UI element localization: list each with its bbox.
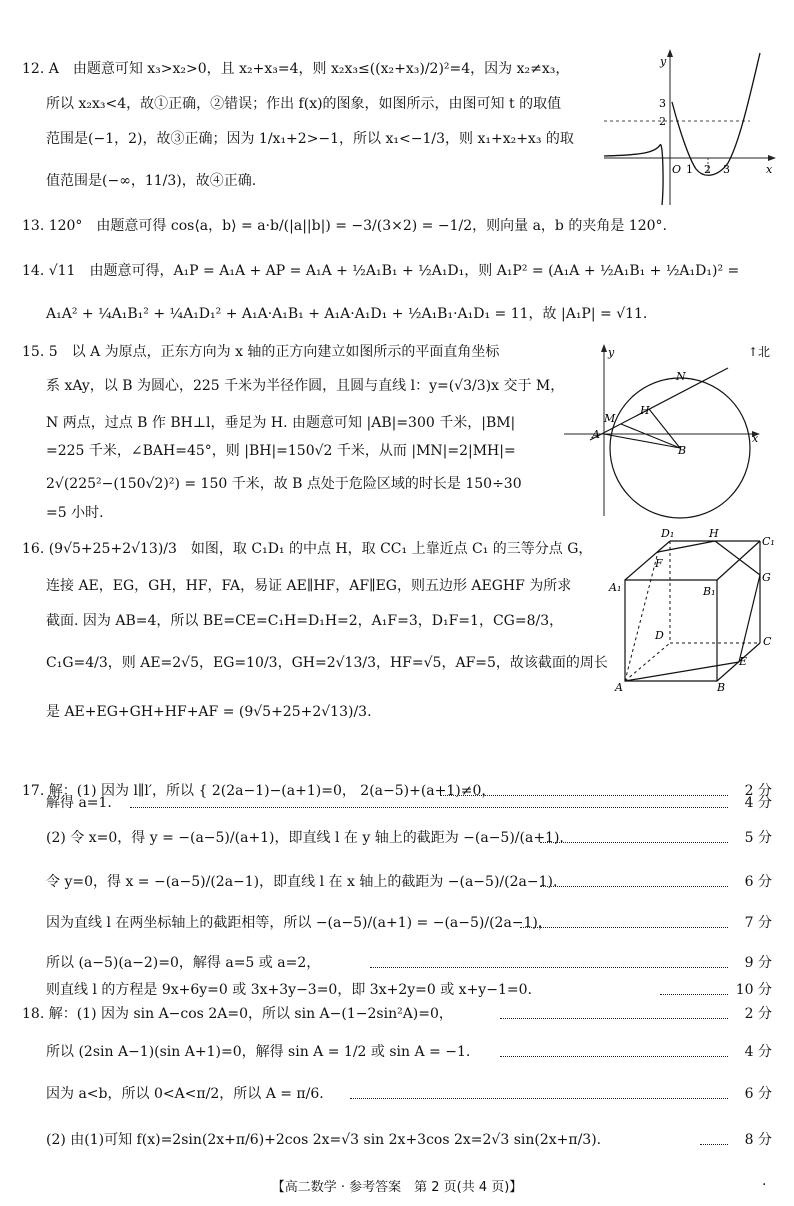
graph-tick-3: 3 — [659, 97, 666, 110]
p16-line2: 连接 AE，EG，GH，HF，FA，易证 AE∥HF，AF∥EG，则五边形 AEGHF 为所求 — [46, 578, 572, 594]
p16-line5: 是 AE+EG+GH+HF+AF = (9√5+25+2√13)/3. — [46, 704, 372, 720]
cube-C1: C₁ — [762, 535, 775, 548]
p17-score3: 5 分 — [744, 830, 772, 846]
diag15-B: B — [678, 444, 687, 457]
p17-score5: 7 分 — [744, 915, 772, 931]
p12-line1: 12. A 由题意可知 x₃>x₂>0，且 x₂+x₃=4，则 x₂x₃≤((x₂+x₃)/2)²=4，因为 x₂≠x₃， — [22, 61, 570, 77]
diag15-N: N — [676, 370, 686, 383]
p15-line6: =5 小时. — [46, 505, 104, 521]
p17-score6: 9 分 — [744, 955, 772, 971]
cube-H: H — [709, 527, 719, 540]
p18-step4: (2) 由(1)可知 f(x)=2sin(2x+π/6)+2cos 2x=√3 sin 2x+3cos 2x=2√3 sin(2x+π/3). — [46, 1132, 602, 1148]
p15-line2: 系 xAy，以 B 为圆心，225 千米为半径作圆，且圆与直线 l：y=(√3/3)x 交于 M， — [46, 378, 565, 394]
diag15-H: H — [640, 404, 650, 417]
cube-A1: A₁ — [609, 581, 622, 594]
graph-x-label: x — [766, 163, 773, 176]
cube-G: G — [762, 571, 771, 584]
cube-A: A — [615, 681, 623, 694]
p17-step5: 因为直线 l 在两坐标轴上的截距相等，所以 −(a−5)/(a+1) = −(a−5)/(2a−1)， — [46, 915, 552, 931]
diag15-x-label: x — [752, 432, 759, 445]
graph-tick-x2: 2 — [704, 163, 711, 176]
graph-y-label: y — [660, 55, 667, 68]
p17-step4: 令 y=0，得 x = −(a−5)/(2a−1)，即直线 l 在 x 轴上的截距为 −(a−5)/(2a−1). — [46, 874, 558, 890]
cube-D1: D₁ — [661, 527, 675, 540]
p15-circle-diagram — [560, 338, 785, 520]
p18-score2: 4 分 — [744, 1044, 772, 1060]
p18-score1: 2 分 — [744, 1006, 772, 1022]
graph-tick-x3: 3 — [723, 163, 730, 176]
graph-tick-x1: 1 — [686, 163, 693, 176]
footer-dot: · — [762, 1177, 767, 1193]
p12-line2: 所以 x₂x₃<4，故①正确，②错误；作出 f(x)的图象，如图所示，由图可知 t 的取值 — [46, 96, 562, 112]
graph-tick-2: 2 — [659, 115, 666, 128]
p18-step1: 18. 解：(1) 因为 sin A−cos 2A=0，所以 sin A−(1−2sin²A)=0， — [22, 1006, 453, 1022]
p17-step7: 则直线 l 的方程是 9x+6y=0 或 3x+3y−3=0，即 3x+2y=0 或 x+y−1=0. — [46, 982, 532, 998]
p16-line4: C₁G=4/3，则 AE=2√5，EG=10/3，GH=2√13/3，HF=√5，AF=5，故该截面的周长 — [46, 655, 608, 671]
cube-C: C — [763, 635, 772, 648]
cube-D: D — [655, 629, 664, 642]
diag15-A: A — [592, 428, 600, 441]
cube-E: E — [739, 655, 748, 668]
page-footer: 【高二数学 · 参考答案 第 2 页(共 4 页)】 — [271, 1180, 523, 1195]
p15-line5: 2√(225²−(150√2)²) = 150 千米，故 B 点处于危险区域的时长是 150÷30 — [46, 476, 522, 492]
p12-function-graph — [600, 45, 780, 210]
p17-score4: 6 分 — [744, 874, 772, 890]
p14-line2: A₁A² + ¼A₁B₁² + ¼A₁D₁² + A₁A·A₁B₁ + A₁A·A₁D₁ + ½A₁B₁·A₁D₁ = 11，故 |A₁P| = √11. — [46, 306, 648, 322]
p15-line3: N 两点，过点 B 作 BH⊥l，垂足为 H. 由题意可知 |AB|=300 千米，|BM| — [46, 415, 516, 431]
graph-origin: O — [672, 163, 682, 176]
p15-line4: =225 千米，∠BAH=45°，则 |BH|=150√2 千米，从而 |MN|=2|MH|= — [46, 443, 516, 459]
p13-line: 13. 120° 由题意可得 cos⟨a，b⟩ = a·b/(|a||b|) = −3/(3×2) = −1/2，则向量 a，b 的夹角是 120°. — [22, 218, 667, 234]
p17-score1: 2 分 — [744, 783, 772, 799]
diag15-y-label: y — [608, 346, 615, 359]
diag15-M: M — [604, 412, 616, 425]
p17-step6: 所以 (a−5)(a−2)=0，解得 a=5 或 a=2， — [46, 955, 321, 971]
p17-step3: (2) 令 x=0，得 y = −(a−5)/(a+1)，即直线 l 在 y 轴上的截距为 −(a−5)/(a+1). — [46, 830, 564, 846]
p18-score3: 6 分 — [744, 1086, 772, 1102]
cube-F: F — [655, 557, 663, 570]
cube-B1: B₁ — [703, 585, 716, 598]
p14-line1: 14. √11 由题意可得，A₁P = A₁A + AP = A₁A + ½A₁B₁ + ½A₁D₁，则 A₁P² = (A₁A + ½A₁B₁ + ½A₁D₁)² = — [22, 263, 740, 279]
p17-step2: 解得 a=1. — [46, 795, 112, 811]
cube-B: B — [717, 681, 726, 694]
p17-step1: 17. 解：(1) 因为 l∥l′，所以 { 2(2a−1)−(a+1)=0， 2(a−5)+(a+1)≠0， — [22, 783, 496, 799]
diag15-north: ↑北 — [748, 345, 771, 359]
p16-line3: 截面. 因为 AB=4，所以 BE=CE=C₁H=D₁H=2，A₁F=3，D₁F=1，CG=8/3， — [46, 613, 564, 629]
p15-line1: 15. 5 以 A 为原点，正东方向为 x 轴的正方向建立如图所示的平面直角坐标 — [22, 344, 500, 360]
p17-score2: 4 分 — [744, 795, 772, 811]
p16-line1: 16. (9√5+25+2√13)/3 如图，取 C₁D₁ 的中点 H，取 CC₁ 上靠近点 C₁ 的三等分点 G， — [22, 541, 593, 557]
p18-score4: 8 分 — [744, 1132, 772, 1148]
p18-step3: 因为 a<b，所以 0<A<π/2，所以 A = π/6. — [46, 1086, 324, 1102]
p17-score7: 10 分 — [735, 982, 772, 998]
p16-cube-diagram — [605, 525, 785, 695]
p12-line3: 范围是(−1，2)，故③正确；因为 1/x₁+2>−1，所以 x₁<−1/3，则 x₁+x₂+x₃ 的取 — [46, 131, 574, 147]
p12-line4: 值范围是(−∞，11/3)，故④正确. — [46, 173, 257, 189]
p18-step2: 所以 (2sin A−1)(sin A+1)=0，解得 sin A = 1/2 或 sin A = −1. — [46, 1044, 471, 1060]
